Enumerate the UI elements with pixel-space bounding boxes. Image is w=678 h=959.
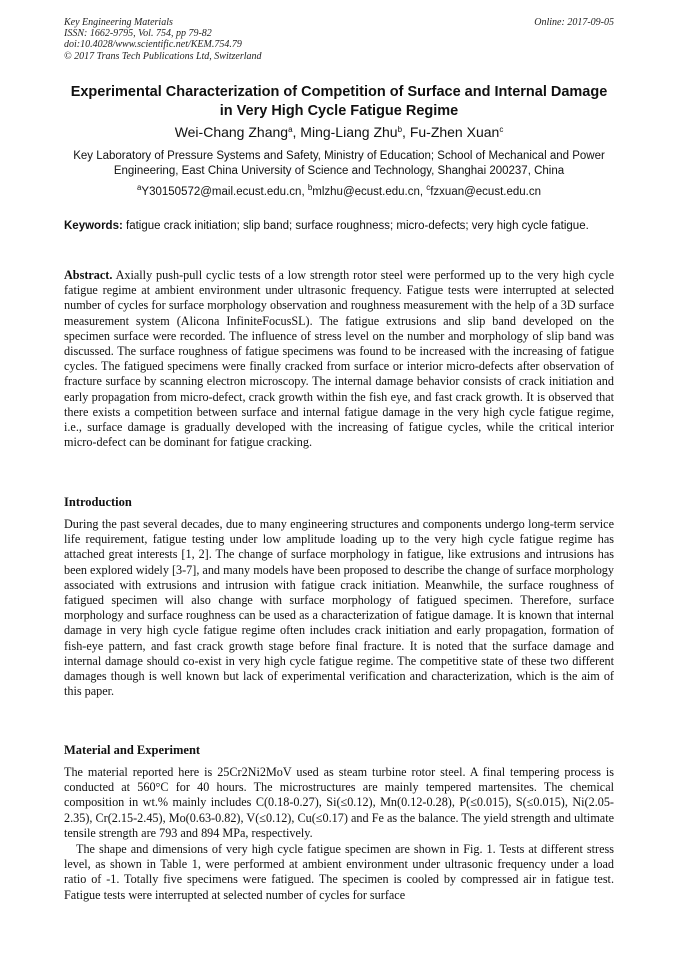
paper-title: Experimental Characterization of Competition of Surface and Internal Damage in Very High Cycle Fatigue Regime (70, 84, 608, 119)
material-paragraph-2: The shape and dimensions of very high cycle fatigue specimen are shown in Fig. 1. Tests at different stress level, as shown in Table 1, were performed at ambient environment under ultrasonic frequency under a load ratio of -1. Totally five specimens were fatigued. The specimen is cooled by compressed air in fatigue test. Fatigue tests were interrupted at selected number of cycles for surface (64, 842, 614, 902)
journal-issn: ISSN: 1662-9795, Vol. 754, pp 79-82 (64, 28, 212, 40)
journal-doi[interactable]: doi:10.4028/www.scientific.net/KEM.754.79 (64, 39, 242, 51)
author-name: Fu-Zhen Xuan (409, 124, 500, 140)
email-address[interactable]: Y30150572@mail.ecust.edu.cn (141, 186, 302, 198)
author-name: Ming-Liang Zhu (300, 124, 398, 140)
author-marker: a (288, 125, 293, 134)
abstract (64, 268, 614, 450)
abstract-text: Axially push-pull cyclic tests of a low strength rotor steel were performed up to the very high cycle fatigue regime at ambient environment under ultrasonic frequency. Fatigue tests were interrupted at selected number of cycles for surface morphology observation and roughness measurement with the help of a 3D surface measurement system (Alicona InfiniteFocusSL). The fatigue extrusions and slip band developed on the specimen surface were recorded. The influence of stress level on the number and morphology of slip band was discussed. The surface roughness of fatigue specimens was found to be increased with the increasing of fatigue cycles. The fatigued specimens were finally cracked from surface or interior micro-defects after observation of fracture surface by scanning electron microscopy. The internal damage behavior consists of crack initiation and early propagation from micro-defect, crack growth within the fish eye, and fast crack growth. It is observed that there exists a competition between surface and internal fatigue damage in the very high cycle fatigue regime, i.e., surface damage is gradually developed with the increasing of fatigue cycles, while the critical interior micro-defect can be dominant for fatigue cracking. (64, 268, 614, 450)
author-marker: b (397, 125, 403, 134)
email-list: $^a$Y30150572@mail.ecust.edu.cn, $^b$mlzhu@ecust.edu.cn, $^c$fzxuan@ecust.edu.cn (136, 183, 542, 198)
email-address[interactable]: fzxuan@ecust.edu.cn (430, 186, 542, 198)
introduction-heading: Introduction (64, 495, 132, 509)
author-name: Wei-Chang Zhang (174, 124, 289, 140)
material-heading: Material and Experiment (64, 743, 201, 757)
email-address[interactable]: mlzhu@ecust.edu.cn (312, 186, 420, 198)
keywords (64, 219, 614, 235)
email-marker: b (307, 183, 313, 192)
online-date: Online: 2017-09-05 (534, 17, 614, 28)
email-marker: a (136, 183, 142, 192)
abstract-label: Abstract. (64, 268, 113, 282)
introduction-text: During the past several decades, due to many engineering structures and components undergo long-term service life requirement, fatigue testing under low amplitude loading up to the very high cycle fatigue regime has attached great interests [1, 2]. The change of surface morphology in fatigue, like extrusions and intrusions has been explored widely [3-7], and many models have been proposed to describe the change of surface morphology associated with extrusions and intrusion with fatigue crack initiation. Meanwhile, the surface roughness of fatigued specimen will also change with surface morphology of fatigued specimen. Therefore, surface morphology and surface roughness can be used as a characterization of fatigue damage. It is known that internal damage in very high cycle fatigue regime often includes crack initiation and early propagation, formation of fish-eye pattern, and fast crack growth stage before final fracture. It is noted that the surface damage and internal damage should co-exist in very high cycle fatigue regime. The competitive state of these two different damages though is well known but lack of experimental verification and characterization, which is the aim of this paper. (64, 517, 614, 699)
affiliation: Key Laboratory of Pressure Systems and Safety, Ministry of Education; School of Mechanical and Power Engineering, East China University of Science and Technology, Shanghai 200237, China (73, 150, 605, 177)
keywords-label: Keywords: (64, 220, 123, 232)
journal-copyright: © 2017 Trans Tech Publications Ltd, Switzerland (64, 50, 262, 62)
author-marker: c (499, 125, 504, 134)
material-paragraph-1: The material reported here is 25Cr2Ni2MoV used as steam turbine rotor steel. A final tempering process is conducted at 560°C for 40 hours. The microstructures are mainly tempered martensites. The chemical composition in wt.% mainly includes C(0.18-0.27), Si(≤0.12), Mn(0.12-0.28), P(≤0.015), S(≤0.015), Ni(2.05-2.35), Cr(2.15-2.45), Mo(0.63-0.82), V(≤0.12), Cu(≤0.17) and Fe as the balance. The yield strength and ultimate tensile strength are 793 and 894 MPa, respectively. (64, 765, 614, 840)
journal-header (64, 17, 262, 62)
author-list: Wei-Chang Zhang$^a$, Ming-Liang Zhu$^b$, Fu-Zhen Xuan$^c$ (174, 124, 504, 140)
email-marker: c (426, 183, 431, 192)
keywords-text: fatigue crack initiation; slip band; surface roughness; micro-defects; very high cycle fatigue. (126, 220, 589, 232)
journal-name: Key Engineering Materials (64, 17, 173, 28)
